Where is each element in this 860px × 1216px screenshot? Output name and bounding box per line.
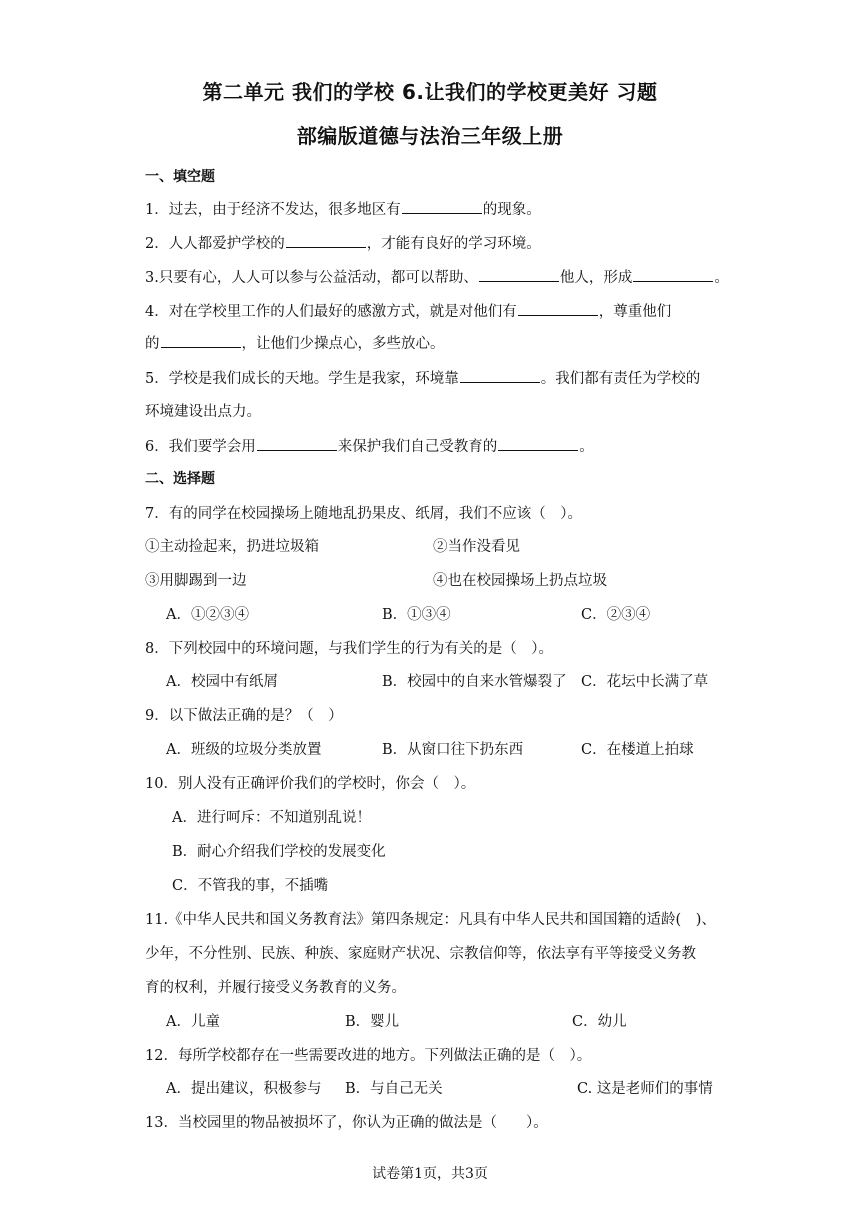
q8-option-c[interactable]: C．花坛中长满了草 [581, 674, 709, 690]
q1-text-b: 的现象。 [482, 202, 541, 218]
q11-option-b[interactable]: B．婴儿 [345, 1014, 400, 1030]
q7-option-c[interactable]: C．②③④ [581, 607, 651, 623]
page-subtitle: 部编版道德与法治三年级上册 [296, 124, 564, 148]
q2-text-b: ，才能有良好的学习环境。 [366, 236, 541, 252]
blank [161, 333, 241, 348]
blank [479, 267, 559, 282]
q8-option-b[interactable]: B．校园中的自来水管爆裂了 [382, 674, 567, 690]
question-6 [145, 435, 594, 456]
q1-text-a: 1．过去，由于经济不发达，很多地区有 [145, 202, 401, 218]
q9-option-c[interactable]: C．在楼道上拍球 [581, 742, 694, 758]
blank [498, 436, 578, 451]
question-2 [145, 232, 541, 253]
q10-option-a[interactable]: A．进行呵斥：不知道别乱说！ [172, 810, 371, 826]
q7-item-1: ①主动捡起来，扔进垃圾箱 [145, 539, 319, 555]
q7-item-4: ④也在校园操场上扔点垃圾 [433, 573, 607, 589]
q12-option-b[interactable]: B．与自己无关 [345, 1081, 443, 1097]
question-9-stem: 9．以下做法正确的是？（ ） [145, 708, 343, 724]
blank [286, 233, 366, 248]
q2-text-a: 2．人人都爱护学校的 [145, 236, 285, 252]
q5-text-a: 5．学校是我们成长的天地。学生是我家，环境靠 [145, 371, 459, 387]
q11-option-a[interactable]: A．儿童 [166, 1014, 220, 1030]
q7-item-2: ②当作没看见 [433, 539, 520, 555]
q3-text-c: 。 [714, 270, 729, 286]
question-11-line-1: 11.《中华人民共和国义务教育法》第四条规定：凡具有中华人民共和国国籍的适龄( )、 [145, 912, 716, 928]
q5-text-b: 。我们都有责任为学校的 [540, 371, 701, 387]
question-3 [145, 266, 729, 287]
question-8-stem: 8．下列校园中的环境问题，与我们学生的行为有关的是（ ）。 [145, 641, 553, 657]
blank [633, 267, 713, 282]
q3-text-b: 他人，形成 [559, 270, 633, 286]
page-title: 第二单元 我们的学校 6.让我们的学校更美好 习题 [202, 80, 658, 104]
question-5-line-1 [145, 367, 700, 388]
q7-option-b[interactable]: B．①③④ [382, 607, 451, 623]
q4-text-c: 的 [145, 336, 160, 352]
q9-option-a[interactable]: A．班级的垃圾分类放置 [166, 742, 322, 758]
question-4-line-2 [145, 332, 445, 353]
q8-option-a[interactable]: A．校园中有纸屑 [166, 674, 278, 690]
question-1 [145, 198, 541, 219]
question-11-line-3: 育的权利，并履行接受义务教育的义务。 [145, 980, 406, 996]
q4-text-b: ，尊重他们 [598, 304, 672, 320]
blank [460, 368, 540, 383]
question-4-line-1 [145, 300, 671, 321]
q3-text-a: 3.只要有心，人人可以参与公益活动，都可以帮助、 [145, 270, 478, 286]
blank [257, 436, 337, 451]
question-13-stem: 13．当校园里的物品被损坏了，你认为正确的做法是（ ）。 [145, 1115, 548, 1131]
question-12-stem: 12．每所学校都存在一些需要改进的地方。下列做法正确的是（ ）。 [145, 1048, 592, 1064]
q7-item-3: ③用脚踢到一边 [145, 573, 247, 589]
question-10-stem: 10．别人没有正确评价我们的学校时，你会（ ）。 [145, 776, 476, 792]
blank [402, 199, 482, 214]
section-multiple-choice: 二、选择题 [145, 471, 215, 487]
section-fill-blank: 一、填空题 [145, 169, 215, 185]
q10-option-c[interactable]: C．不管我的事，不插嘴 [172, 878, 329, 894]
q6-text-b: 来保护我们自己受教育的 [337, 439, 498, 455]
q4-text-d: ，让他们少操点心，多些放心。 [241, 336, 445, 352]
q10-option-b[interactable]: B．耐心介绍我们学校的发展变化 [172, 844, 386, 860]
q6-text-c: 。 [579, 439, 594, 455]
page-footer: 试卷第1页，共3页 [372, 1166, 488, 1182]
q4-text-a: 4．对在学校里工作的人们最好的感激方式，就是对他们有 [145, 304, 517, 320]
q9-option-b[interactable]: B．从窗口往下扔东西 [382, 742, 524, 758]
blank [518, 301, 598, 316]
question-11-line-2: 少年，不分性别、民族、种族、家庭财产状况、宗教信仰等，依法享有平等接受义务教 [145, 946, 696, 962]
q12-option-a[interactable]: A．提出建议，积极参与 [166, 1081, 322, 1097]
q7-option-a[interactable]: A．①②③④ [166, 607, 249, 623]
q5-text-c: 环境建设出点力。 [145, 404, 261, 420]
q11-option-c[interactable]: C．幼儿 [572, 1014, 627, 1030]
q6-text-a: 6．我们要学会用 [145, 439, 256, 455]
question-7-stem: 7．有的同学在校园操场上随地乱扔果皮、纸屑，我们不应该（ ）。 [145, 506, 582, 522]
q12-option-c[interactable]: C. 这是老师们的事情 [577, 1081, 713, 1097]
question-5-line-2 [145, 400, 261, 421]
